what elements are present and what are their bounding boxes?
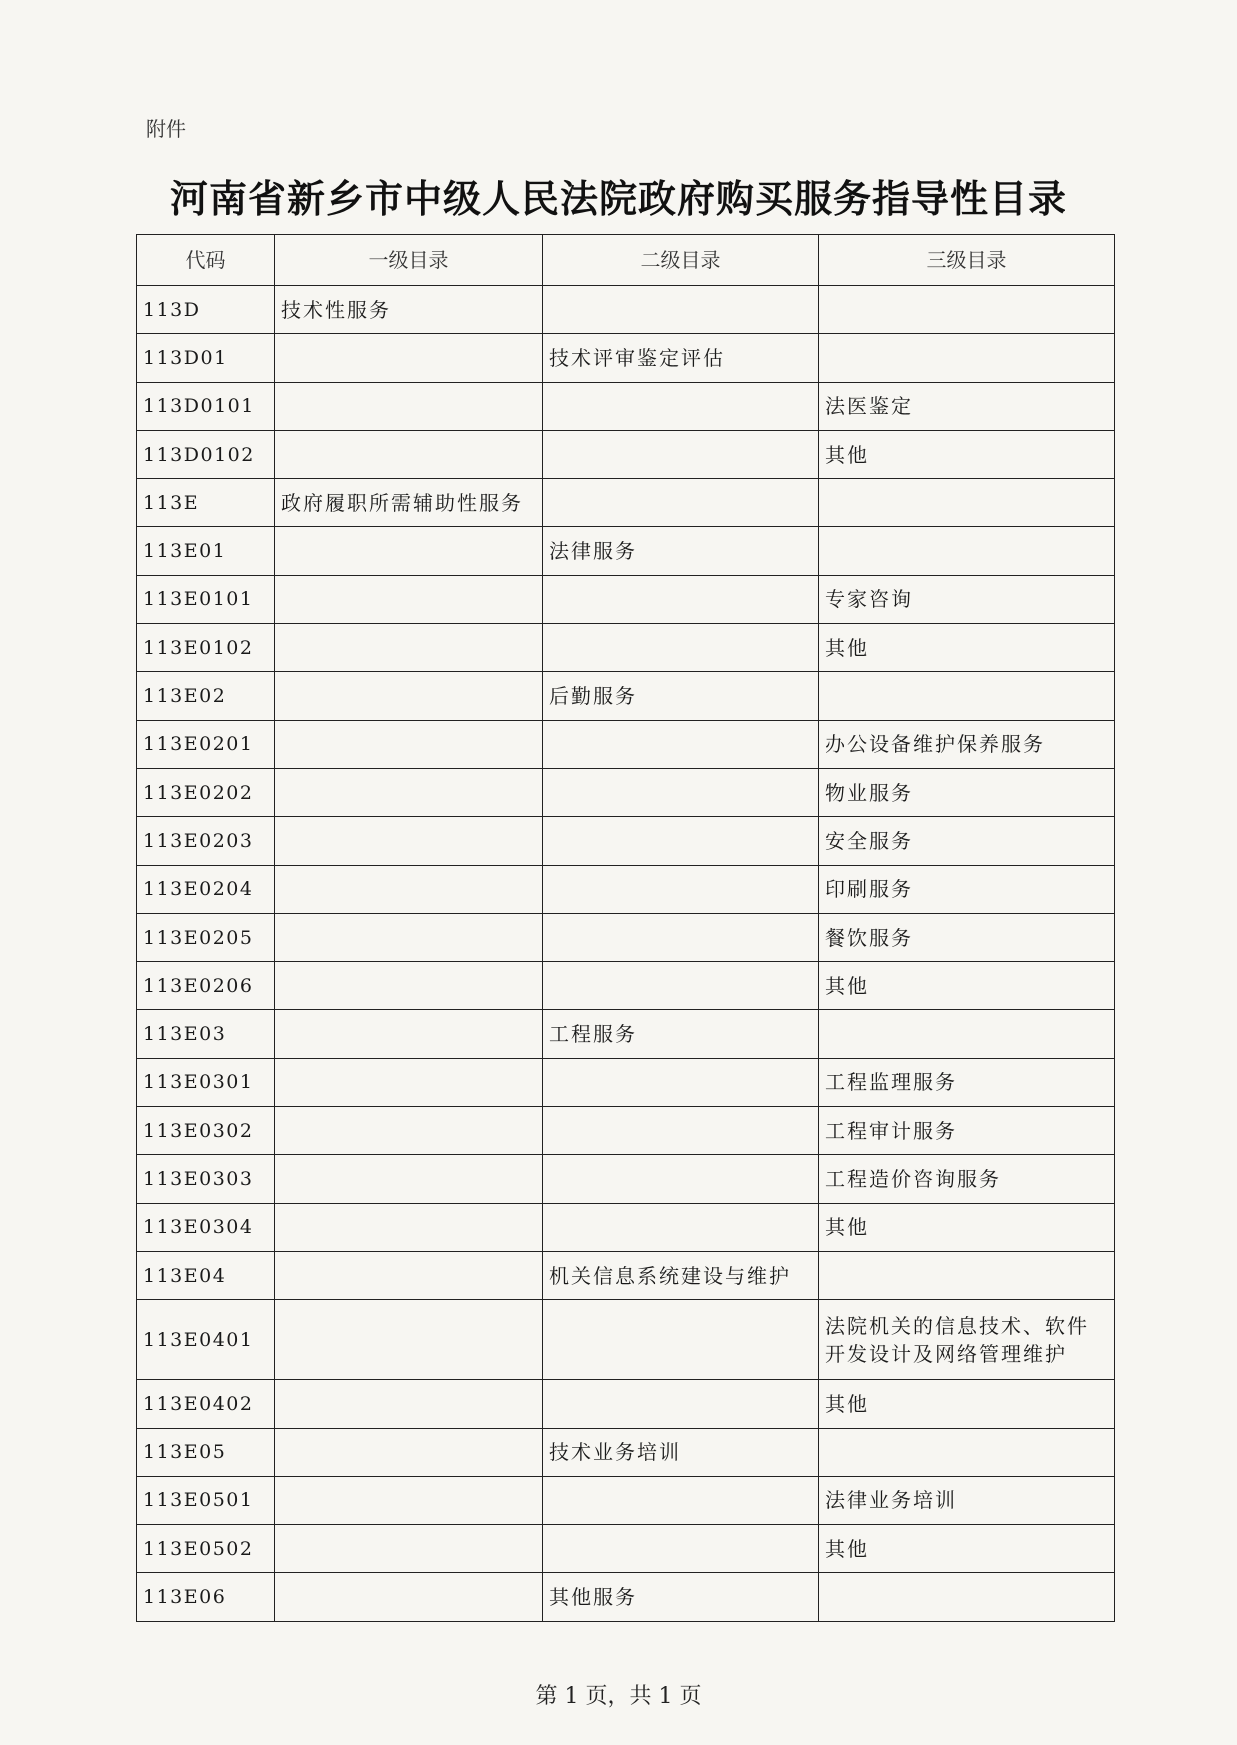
level1-cell <box>275 1058 543 1106</box>
table-row <box>137 382 1115 430</box>
code-cell: 113E0206 <box>137 962 275 1010</box>
level2-cell <box>543 1525 819 1573</box>
level2-cell: 其他服务 <box>543 1573 819 1621</box>
level2-cell: 技术评审鉴定评估 <box>543 334 819 382</box>
level1-cell <box>275 1428 543 1476</box>
level2-cell <box>543 1203 819 1251</box>
code-cell: 113E0203 <box>137 817 275 865</box>
level2-cell: 工程服务 <box>543 1010 819 1058</box>
level3-cell: 其他 <box>819 962 1115 1010</box>
code-cell: 113E02 <box>137 672 275 720</box>
code-cell: 113E03 <box>137 1010 275 1058</box>
catalog-table <box>136 234 1115 1622</box>
level1-cell <box>275 768 543 816</box>
level1-cell <box>275 962 543 1010</box>
level3-cell: 办公设备维护保养服务 <box>819 720 1115 768</box>
level3-cell <box>819 1010 1115 1058</box>
level2-cell <box>543 1380 819 1428</box>
level3-cell: 其他 <box>819 624 1115 672</box>
attachment-label: 附件 <box>146 117 186 141</box>
table-row <box>137 1428 1115 1476</box>
table-row <box>137 1155 1115 1203</box>
level1-cell <box>275 575 543 623</box>
level1-cell <box>275 1476 543 1524</box>
level1-cell <box>275 865 543 913</box>
level1-cell <box>275 720 543 768</box>
level2-cell <box>543 575 819 623</box>
table-row <box>137 334 1115 382</box>
level1-cell: 技术性服务 <box>275 286 543 334</box>
level1-cell: 政府履职所需辅助性服务 <box>275 479 543 527</box>
level3-cell <box>819 1251 1115 1299</box>
level2-cell <box>543 624 819 672</box>
table-row <box>137 1251 1115 1299</box>
level3-cell: 法院机关的信息技术、软件开发设计及网络管理维护 <box>819 1300 1115 1380</box>
table-row <box>137 1525 1115 1573</box>
table-row <box>137 527 1115 575</box>
table-row <box>137 286 1115 334</box>
level2-cell <box>543 1058 819 1106</box>
table-row <box>137 768 1115 816</box>
code-cell: 113D01 <box>137 334 275 382</box>
table-row <box>137 1203 1115 1251</box>
table-row <box>137 672 1115 720</box>
level2-cell <box>543 1300 819 1380</box>
table-row <box>137 624 1115 672</box>
level1-cell <box>275 672 543 720</box>
level2-cell <box>543 1107 819 1155</box>
code-cell: 113E0204 <box>137 865 275 913</box>
table-row <box>137 1573 1115 1621</box>
table-row <box>137 1058 1115 1106</box>
level2-cell <box>543 430 819 478</box>
code-cell: 113E <box>137 479 275 527</box>
table-row <box>137 1300 1115 1380</box>
header-level3: 三级目录 <box>819 235 1115 286</box>
code-cell: 113E0102 <box>137 624 275 672</box>
level2-cell <box>543 913 819 961</box>
table-row <box>137 575 1115 623</box>
level1-cell <box>275 1251 543 1299</box>
document-title: 河南省新乡市中级人民法院政府购买服务指导性目录 <box>169 177 1067 221</box>
level3-cell <box>819 1573 1115 1621</box>
level1-cell <box>275 624 543 672</box>
code-cell: 113E05 <box>137 1428 275 1476</box>
level2-cell <box>543 865 819 913</box>
code-cell: 113D0101 <box>137 382 275 430</box>
level3-cell: 工程监理服务 <box>819 1058 1115 1106</box>
level2-cell: 技术业务培训 <box>543 1428 819 1476</box>
table-row <box>137 1107 1115 1155</box>
code-cell: 113D0102 <box>137 430 275 478</box>
level1-cell <box>275 527 543 575</box>
table-row <box>137 865 1115 913</box>
level1-cell <box>275 1380 543 1428</box>
level2-cell <box>543 1155 819 1203</box>
level3-cell <box>819 527 1115 575</box>
code-cell: 113D <box>137 286 275 334</box>
level1-cell <box>275 1155 543 1203</box>
level3-cell: 工程造价咨询服务 <box>819 1155 1115 1203</box>
header-code: 代码 <box>137 235 275 286</box>
level1-cell <box>275 382 543 430</box>
level3-cell: 其他 <box>819 430 1115 478</box>
level2-cell: 法律服务 <box>543 527 819 575</box>
level1-cell <box>275 913 543 961</box>
header-level2: 二级目录 <box>543 235 819 286</box>
level3-cell: 其他 <box>819 1203 1115 1251</box>
level1-cell <box>275 334 543 382</box>
code-cell: 113E0301 <box>137 1058 275 1106</box>
table-row <box>137 479 1115 527</box>
code-cell: 113E0304 <box>137 1203 275 1251</box>
code-cell: 113E0201 <box>137 720 275 768</box>
code-cell: 113E0101 <box>137 575 275 623</box>
level3-cell <box>819 479 1115 527</box>
level3-cell: 其他 <box>819 1525 1115 1573</box>
code-cell: 113E0302 <box>137 1107 275 1155</box>
level3-cell: 工程审计服务 <box>819 1107 1115 1155</box>
table-row <box>137 1476 1115 1524</box>
level3-cell: 其他 <box>819 1380 1115 1428</box>
level3-cell: 法医鉴定 <box>819 382 1115 430</box>
table-row <box>137 962 1115 1010</box>
table-header-row <box>137 235 1115 286</box>
level3-cell <box>819 334 1115 382</box>
level3-cell: 法律业务培训 <box>819 1476 1115 1524</box>
level3-cell: 专家咨询 <box>819 575 1115 623</box>
code-cell: 113E0502 <box>137 1525 275 1573</box>
level2-cell <box>543 817 819 865</box>
level2-cell <box>543 768 819 816</box>
level2-cell <box>543 286 819 334</box>
level1-cell <box>275 1010 543 1058</box>
header-level1: 一级目录 <box>275 235 543 286</box>
code-cell: 113E06 <box>137 1573 275 1621</box>
table-row <box>137 913 1115 961</box>
table-row <box>137 430 1115 478</box>
level2-cell: 后勤服务 <box>543 672 819 720</box>
level3-cell: 安全服务 <box>819 817 1115 865</box>
level3-cell: 物业服务 <box>819 768 1115 816</box>
table-row <box>137 1010 1115 1058</box>
table-row <box>137 817 1115 865</box>
page-footer: 第 1 页，共 1 页 <box>535 1684 702 1709</box>
level2-cell <box>543 962 819 1010</box>
level3-cell <box>819 1428 1115 1476</box>
level1-cell <box>275 1203 543 1251</box>
code-cell: 113E0202 <box>137 768 275 816</box>
level1-cell <box>275 430 543 478</box>
code-cell: 113E04 <box>137 1251 275 1299</box>
level2-cell <box>543 479 819 527</box>
code-cell: 113E0402 <box>137 1380 275 1428</box>
level3-cell <box>819 286 1115 334</box>
code-cell: 113E0401 <box>137 1300 275 1380</box>
code-cell: 113E0501 <box>137 1476 275 1524</box>
level3-cell: 餐饮服务 <box>819 913 1115 961</box>
code-cell: 113E0303 <box>137 1155 275 1203</box>
code-cell: 113E01 <box>137 527 275 575</box>
level1-cell <box>275 817 543 865</box>
level1-cell <box>275 1525 543 1573</box>
level2-cell <box>543 1476 819 1524</box>
level1-cell <box>275 1300 543 1380</box>
table-row <box>137 720 1115 768</box>
table-row <box>137 1380 1115 1428</box>
level3-cell: 印刷服务 <box>819 865 1115 913</box>
level3-cell <box>819 672 1115 720</box>
level2-cell <box>543 720 819 768</box>
level2-cell: 机关信息系统建设与维护 <box>543 1251 819 1299</box>
level2-cell <box>543 382 819 430</box>
code-cell: 113E0205 <box>137 913 275 961</box>
level1-cell <box>275 1573 543 1621</box>
level1-cell <box>275 1107 543 1155</box>
